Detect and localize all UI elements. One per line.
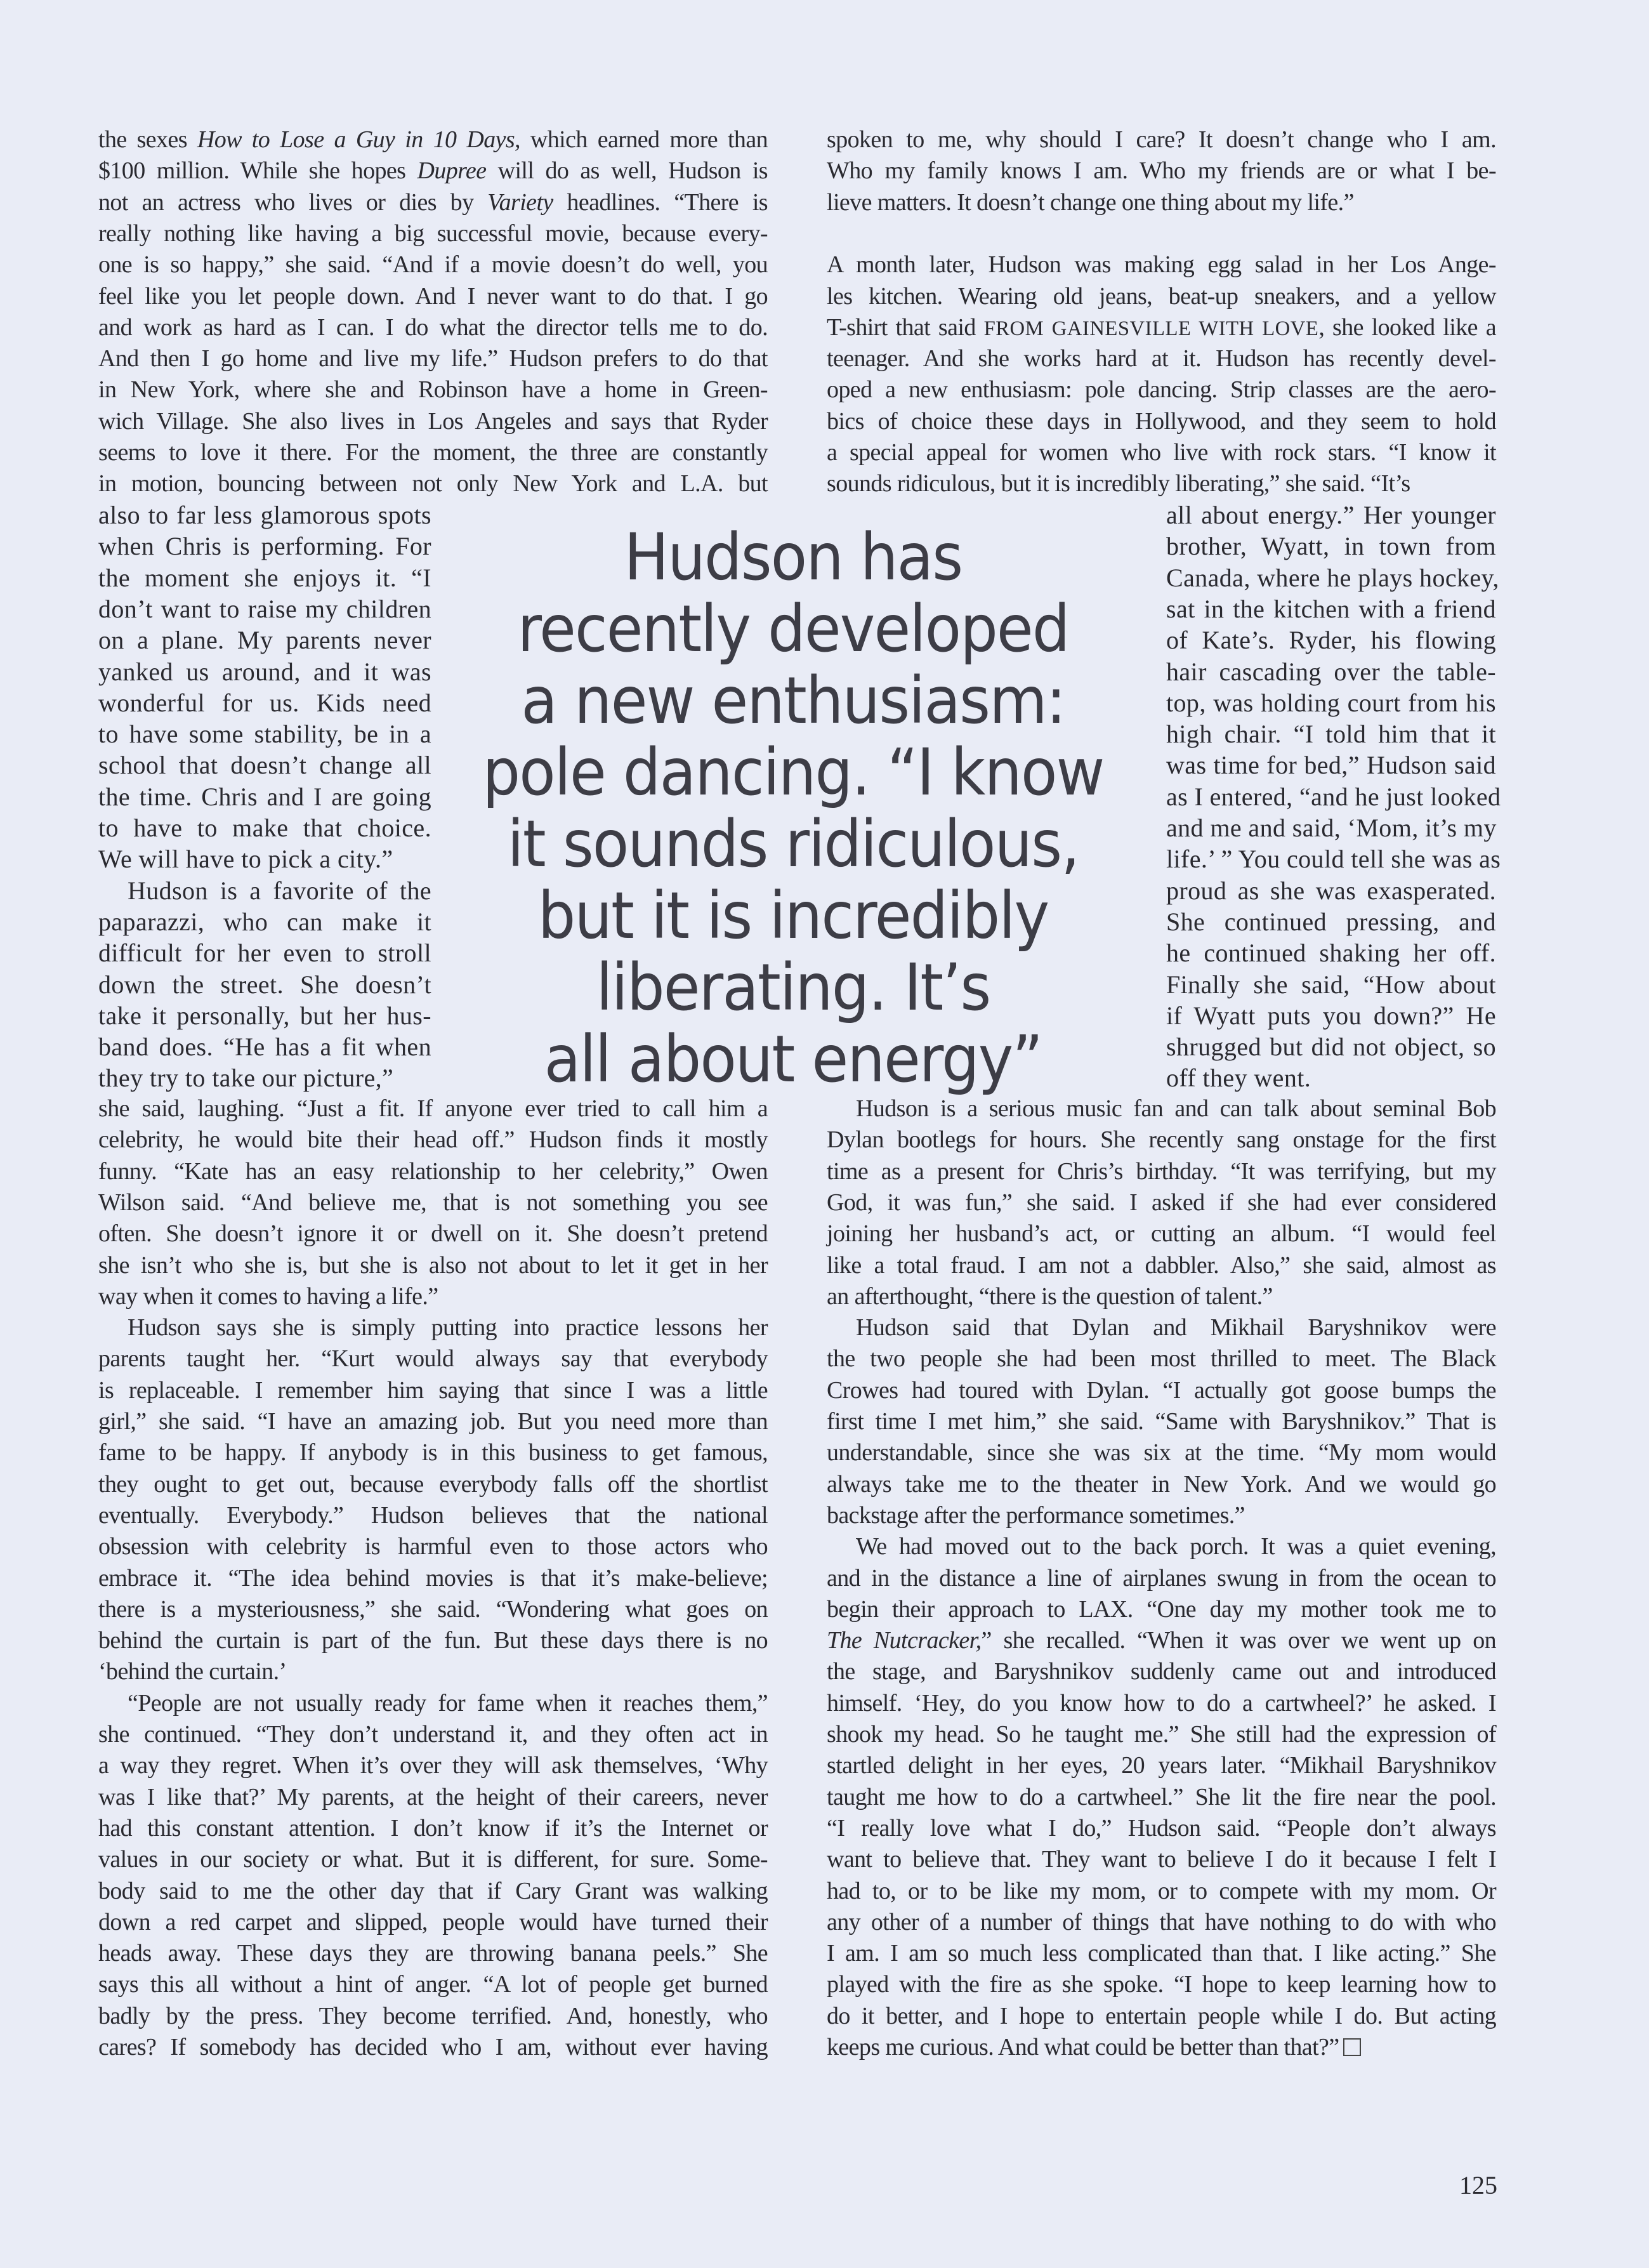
- text-line: Canada, where he plays hockey,: [1166, 563, 1499, 592]
- pull-quote-line: recently developed: [517, 591, 1069, 667]
- text-line: way when it comes to having a life.”: [98, 1282, 438, 1310]
- text-line: she said, laughing. “Just a fit. If anyone ever tried to call him a: [98, 1095, 768, 1122]
- text-line: time as a present for Chris’s birthday. “It was terrifying, but my: [827, 1157, 1496, 1185]
- text-line: a way they regret. When it’s over they will ask themselves, ‘Why: [98, 1752, 768, 1779]
- text-line: there is a mysteriousness,” she said. “Wondering what goes on: [98, 1595, 768, 1623]
- small-caps-text: FROM GAINESVILLE WITH LOVE: [983, 317, 1319, 340]
- text-line: body said to me the other day that if Cary Grant was walking: [98, 1877, 768, 1904]
- text-line: Hudson said that Dylan and Mikhail Baryshnikov were: [856, 1314, 1496, 1342]
- text-line: she isn’t who she is, but she is also not about to let it get in her: [98, 1251, 768, 1279]
- text-line: Who my family knows I am. Who my friends are or what I be-: [827, 157, 1496, 185]
- text-line: one is so happy,” she said. “And if a movie doesn’t do well, you: [98, 251, 768, 279]
- text-line: feel like you let people down. And I never want to do that. I go: [98, 282, 768, 310]
- text-line: proud as she was exasperated.: [1166, 876, 1496, 905]
- text-line: T-shirt that said FROM GAINESVILLE WITH LOVE, she looked like a: [827, 313, 1496, 341]
- text-line: startled delight in her eyes, 20 years later. “Mikhail Baryshnikov: [827, 1752, 1496, 1779]
- text-line: taught me how to do a cartwheel.” She lit the fire near the pool.: [827, 1783, 1496, 1810]
- text-line: obsession with celebrity is harmful even to those actors who: [98, 1533, 768, 1560]
- text-line: badly by the press. They become terrified. And, honestly, who: [98, 2002, 768, 2029]
- text-line: backstage after the performance sometimes.”: [827, 1501, 1245, 1529]
- text-line: eventually. Everybody.” Hudson believes that the national: [98, 1501, 768, 1529]
- text-line: to have some stability, be in a: [98, 720, 431, 749]
- text-line: The Nutcracker,” she recalled. “When it was over we went up on: [827, 1627, 1497, 1654]
- pull-quote-line: pole dancing. “I know: [482, 735, 1104, 810]
- text-line: do it better, and I hope to entertain people while I do. But acting: [827, 2002, 1496, 2029]
- text-line: not an actress who lives or dies by Variety headlines. “There is: [98, 188, 768, 216]
- text-line: they ought to get out, because everybody falls off the shortlist: [98, 1470, 768, 1498]
- text-line: take it personally, but her hus-: [98, 1001, 431, 1030]
- text-line: as I entered, “and he just looked: [1166, 782, 1501, 811]
- text-line: God, it was fun,” she said. I asked if she had ever considered: [827, 1189, 1496, 1216]
- text-line: I am. I am so much less complicated than that. I like acting.” She: [827, 1940, 1496, 1967]
- text-line: an afterthought, “there is the question of talent.”: [827, 1282, 1273, 1310]
- text-line: band does. “He has a fit when: [98, 1032, 431, 1062]
- text-line: had this constant attention. I don’t know if it’s the Internet or: [98, 1814, 768, 1842]
- text-line: off they went.: [1166, 1064, 1311, 1093]
- text-line: don’t want to raise my children: [98, 594, 431, 623]
- text-line: Hudson says she is simply putting into practice lessons her: [128, 1314, 768, 1342]
- pull-quote-line: a new enthusiasm:: [521, 663, 1065, 739]
- text-line: was time for bed,” Hudson said: [1166, 751, 1496, 780]
- text-line: sat in the kitchen with a friend: [1166, 594, 1496, 623]
- text-line: in motion, bouncing between not only New York and L.A. but: [98, 470, 768, 498]
- text-line: Finally she said, “How about: [1166, 970, 1496, 999]
- pull-quote-line: it sounds ridiculous,: [507, 807, 1079, 882]
- text-line: brother, Wyatt, in town from: [1166, 532, 1496, 561]
- text-line: wich Village. She also lives in Los Angeles and says that Ryder: [98, 407, 768, 435]
- text-line: We will have to pick a city.”: [98, 845, 393, 874]
- text-line: down a red carpet and slipped, people would have turned their: [98, 1908, 768, 1935]
- text-line: the time. Chris and I are going: [98, 782, 431, 811]
- text-line: parents taught her. “Kurt would always say that everybody: [98, 1345, 768, 1373]
- text-line: life.’ ” You could tell she was as: [1166, 845, 1501, 874]
- text-line: difficult for her even to stroll: [98, 939, 431, 968]
- text-line: “People are not usually ready for fame when it reaches them,”: [128, 1689, 768, 1717]
- pull-quote-line: all about energy”: [544, 1022, 1042, 1097]
- text-line: ‘behind the curtain.’: [98, 1658, 287, 1685]
- end-mark-icon: [1343, 2038, 1361, 2056]
- italic-title: How to Lose a Guy in 10 Days,: [197, 126, 520, 153]
- text-line: bics of choice these days in Hollywood, and they seem to hold: [827, 407, 1496, 435]
- text-line: funny. “Kate has an easy relationship to her celebrity,” Owen: [98, 1157, 768, 1185]
- text-line: down the street. She doesn’t: [98, 970, 431, 999]
- text-line: she continued. “They don’t understand it, and they often act in: [98, 1721, 768, 1748]
- text-line: begin their approach to LAX. “One day my mother took me to: [827, 1595, 1496, 1623]
- text-line: behind the curtain is part of the fun. But these days there is no: [98, 1627, 768, 1654]
- pull-quote: [444, 522, 1142, 1095]
- text-line: We had moved out to the back porch. It was a quiet evening,: [856, 1533, 1496, 1560]
- text-line: if Wyatt puts you down?” He: [1166, 1001, 1496, 1030]
- text-line: the stage, and Baryshnikov suddenly came out and introduced: [827, 1658, 1496, 1685]
- text-line: when Chris is performing. For: [98, 532, 431, 561]
- text-line: and work as hard as I can. I do what the director tells me to do.: [98, 313, 768, 341]
- text-line: himself. ‘Hey, do you know how to do a cartwheel?’ he asked. I: [827, 1689, 1496, 1717]
- text-line: also to far less glamorous spots: [98, 501, 431, 529]
- text-line: the moment she enjoys it. “I: [98, 563, 431, 592]
- text-line: wonderful for us. Kids need: [98, 688, 431, 717]
- text-line: fame to be happy. If anybody is in this business to get famous,: [98, 1439, 768, 1467]
- text-line: And then I go home and live my life.” Hudson prefers to do that: [98, 345, 768, 373]
- text-line: and in the distance a line of airplanes swung in from the ocean to: [827, 1564, 1496, 1592]
- text-line: always take me to the theater in New York. And we would go: [827, 1470, 1496, 1498]
- italic-title: The Nutcracker,: [827, 1627, 982, 1654]
- pull-quote-line: liberating. It’s: [596, 950, 990, 1025]
- text-line: seems to love it there. For the moment, the three are constantly: [98, 439, 768, 466]
- text-line: the two people she had been most thrilled to meet. The Black: [827, 1345, 1496, 1373]
- text-line: cares? If somebody has decided who I am, without ever having: [98, 2034, 768, 2060]
- text-line: yanked us around, and it was: [98, 657, 431, 686]
- pull-quote-line: Hudson has: [624, 520, 962, 595]
- text-line: [827, 218, 1496, 249]
- text-line: really nothing like having a big successful movie, because every-: [98, 220, 768, 247]
- text-line: Crowes had toured with Dylan. “I actually got goose bumps the: [827, 1376, 1496, 1404]
- text-line: Wilson said. “And believe me, that is not something you see: [98, 1189, 768, 1216]
- text-line: girl,” she said. “I have an amazing job. But you need more than: [98, 1408, 768, 1435]
- text-line: was I like that?’ My parents, at the height of their careers, never: [98, 1783, 768, 1810]
- text-line: A month later, Hudson was making egg salad in her Los Ange-: [827, 251, 1496, 279]
- page-number: 125: [1459, 2171, 1497, 2199]
- text-line: to have to make that choice.: [98, 814, 431, 842]
- pull-quote-line: but it is incredibly: [537, 878, 1049, 954]
- text-line: embrace it. “The idea behind movies is that it’s make-believe;: [98, 1564, 768, 1592]
- text-line: shook my head. So he taught me.” She still had the expression of: [827, 1721, 1496, 1748]
- text-line: first time I met him,” she said. “Same with Baryshnikov.” That is: [827, 1408, 1496, 1435]
- text-line: he continued shaking her off.: [1166, 939, 1496, 968]
- text-line: and me and said, ‘Mom, it’s my: [1166, 814, 1497, 842]
- text-line: sounds ridiculous, but it is incredibly liberating,” she said. “It’s: [827, 470, 1410, 498]
- text-line: all about energy.” Her younger: [1166, 501, 1496, 529]
- text-line: shrugged but did not object, so: [1166, 1032, 1496, 1062]
- text-line: She continued pressing, and: [1166, 907, 1496, 936]
- text-line: a special appeal for women who live with rock stars. “I know it: [827, 439, 1496, 466]
- text-line: they try to take our picture,”: [98, 1064, 394, 1093]
- text-line: on a plane. My parents never: [98, 626, 431, 655]
- text-line: Dylan bootlegs for hours. She recently sang onstage for the first: [827, 1126, 1496, 1154]
- text-line: paparazzi, who can make it: [98, 907, 431, 936]
- text-line: of Kate’s. Ryder, his flowing: [1166, 626, 1496, 655]
- italic-title: Variety: [487, 188, 553, 216]
- text-line: played with the fire as she spoke. “I hope to keep learning how to: [827, 1971, 1496, 1998]
- text-line: want to believe that. They want to believe I do it because I felt I: [827, 1846, 1496, 1873]
- text-line: “I really love what I do,” Hudson said. “People don’t always: [827, 1814, 1496, 1842]
- text-line: any other of a number of things that have nothing to do with who: [827, 1908, 1496, 1935]
- text-line: lieve matters. It doesn’t change one thing about my life.”: [827, 188, 1354, 216]
- text-line: teenager. And she works hard at it. Hudson has recently devel-: [827, 345, 1496, 373]
- text-line: often. She doesn’t ignore it or dwell on it. She doesn’t pretend: [98, 1220, 768, 1248]
- text-line: les kitchen. Wearing old jeans, beat-up sneakers, and a yellow: [827, 282, 1496, 310]
- text-line: like a total fraud. I am not a dabbler. Also,” she said, almost as: [827, 1251, 1496, 1279]
- text-line: hair cascading over the table-: [1166, 657, 1496, 686]
- text-line: had to, or to be like my mom, or to compete with my mom. Or: [827, 1877, 1496, 1904]
- text-line: keeps me curious. And what could be better than that?”: [827, 2032, 1496, 2063]
- text-line: Hudson is a favorite of the: [128, 876, 431, 905]
- text-line: values in our society or what. But it is different, for sure. Some-: [98, 1846, 768, 1873]
- text-line: $100 million. While she hopes Dupree will do as well, Hudson is: [98, 157, 768, 185]
- text-line: joining her husband’s act, or cutting an album. “I would feel: [827, 1220, 1496, 1248]
- text-line: says this all without a hint of anger. “A lot of people get burned: [98, 1971, 768, 1998]
- text-line: the sexes How to Lose a Guy in 10 Days, which earned more than: [98, 126, 768, 153]
- text-line: school that doesn’t change all: [98, 751, 431, 780]
- text-line: understandable, since she was six at the time. “My mom would: [827, 1439, 1496, 1467]
- text-line: oped a new enthusiasm: pole dancing. Strip classes are the aero-: [827, 376, 1496, 404]
- text-line: Hudson is a serious music fan and can talk about seminal Bob: [856, 1095, 1496, 1122]
- text-line: spoken to me, why should I care? It doesn’t change who I am.: [827, 126, 1496, 153]
- italic-title: Dupree: [417, 157, 487, 185]
- text-line: high chair. “I told him that it: [1166, 720, 1496, 749]
- text-line: top, was holding court from his: [1166, 688, 1496, 717]
- text-line: is replaceable. I remember him saying that since I was a little: [98, 1376, 768, 1404]
- text-line: in New York, where she and Robinson have a home in Green-: [98, 376, 768, 404]
- text-line: celebrity, he would bite their head off.” Hudson finds it mostly: [98, 1126, 768, 1154]
- text-line: heads away. These days they are throwing banana peels.” She: [98, 1940, 768, 1967]
